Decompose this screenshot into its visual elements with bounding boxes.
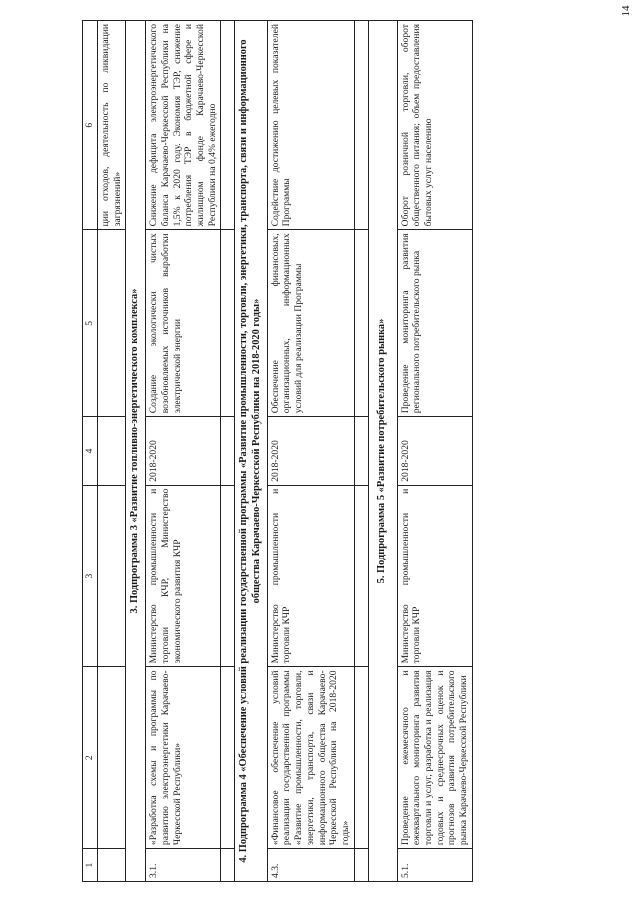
column-header: 3 <box>83 485 98 667</box>
row-executor: Министерство промышленности и торговли КЧР <box>267 485 354 667</box>
spacer-row <box>354 21 368 882</box>
row-period: 2018-2020 <box>267 417 354 485</box>
table-row <box>146 21 221 882</box>
row-result: Создание экологически чистых возобновляемых источников выработки электрической энергии <box>146 230 221 417</box>
row-executor: Министерство промышленности и торговли КЧР, Министерство экономического развития КЧР <box>146 485 221 667</box>
program-events-table <box>82 20 473 882</box>
row-indicators: Снижение дефицита электроэнергетического баланса Карачаево-Черкесской Республики на 1,5% к 2020 году. Экономия ТЭР, снижение потребления ТЭР в бюджетной сфере и жилищном фонде Карачаево-Черкесской Республики на 0,4% ежегодно <box>146 21 221 230</box>
row-executor: Министерство промышленности и торговли КЧР <box>397 485 472 667</box>
row-event: «Финансовое обеспечение условий реализации государственной программы «Развитие промышленности, торговли, энергетики, транспорта, связи и информационного общества Карачаево-Черкесской Республики на 2018-2020 годы» <box>267 667 354 849</box>
column-header: 5 <box>83 230 98 417</box>
row-period: 2018-2020 <box>146 417 221 485</box>
row-number: 3.1. <box>146 849 221 882</box>
row-result: Проведение мониторинга развития регионального потребительского рынка <box>397 230 472 417</box>
row-event: «Разработка схемы и программы по развитию электроэнергетики Карачаево-Черкесской Республики» <box>146 667 221 849</box>
table-row <box>267 21 354 882</box>
column-header: 2 <box>83 667 98 849</box>
rotated-page-content <box>82 20 624 882</box>
row-period: 2018-2020 <box>397 417 472 485</box>
row-number: 4.3. <box>267 849 354 882</box>
section-heading <box>126 21 146 882</box>
carryover-text: ции отходов, деятельность по ликвидации загрязнений» <box>98 21 126 230</box>
column-header: 4 <box>83 417 98 485</box>
row-indicators: Оборот розничной торговли, оборот общественного питания; объем предоставления бытовых услуг населению <box>397 21 472 230</box>
column-header: 6 <box>83 21 98 230</box>
page-number: 14 <box>620 5 632 17</box>
row-indicators: Содействие достижению целевых показателей Программы <box>267 21 354 230</box>
table-row <box>397 21 472 882</box>
row-result: Обеспечение финансовых, организационных, информационных условий для реализации Программы <box>267 230 354 417</box>
carryover-row <box>98 21 126 882</box>
section-heading <box>235 21 267 882</box>
spacer-row <box>221 21 235 882</box>
section-title: 5. Подпрограмма 5 «Развитие потребительского рынка» <box>368 21 397 882</box>
table-header-row <box>83 21 98 882</box>
section-title: 4. Подпрограмма 4 «Обеспечение условий реализации государственной программы «Развитие промышленности, торговли, энергетики, транспорта, связи и информационного общества Карачаево-Черкесской Республики на 2018-2020 годы» <box>235 21 267 882</box>
row-event: Проведение ежемесячного и ежеквартального мониторинга развития торговли и услуг, разработка и реализация годовых и среднесрочных оценок и прогнозов развития потребительского рынка Карачаево-Черкесской Республики <box>397 667 472 849</box>
section-heading <box>368 21 397 882</box>
row-number: 5.1. <box>397 849 472 882</box>
column-header: 1 <box>83 849 98 882</box>
section-title: 3. Подпрограмма 3 «Развитие топливно-энергетического комплекса» <box>126 21 146 882</box>
